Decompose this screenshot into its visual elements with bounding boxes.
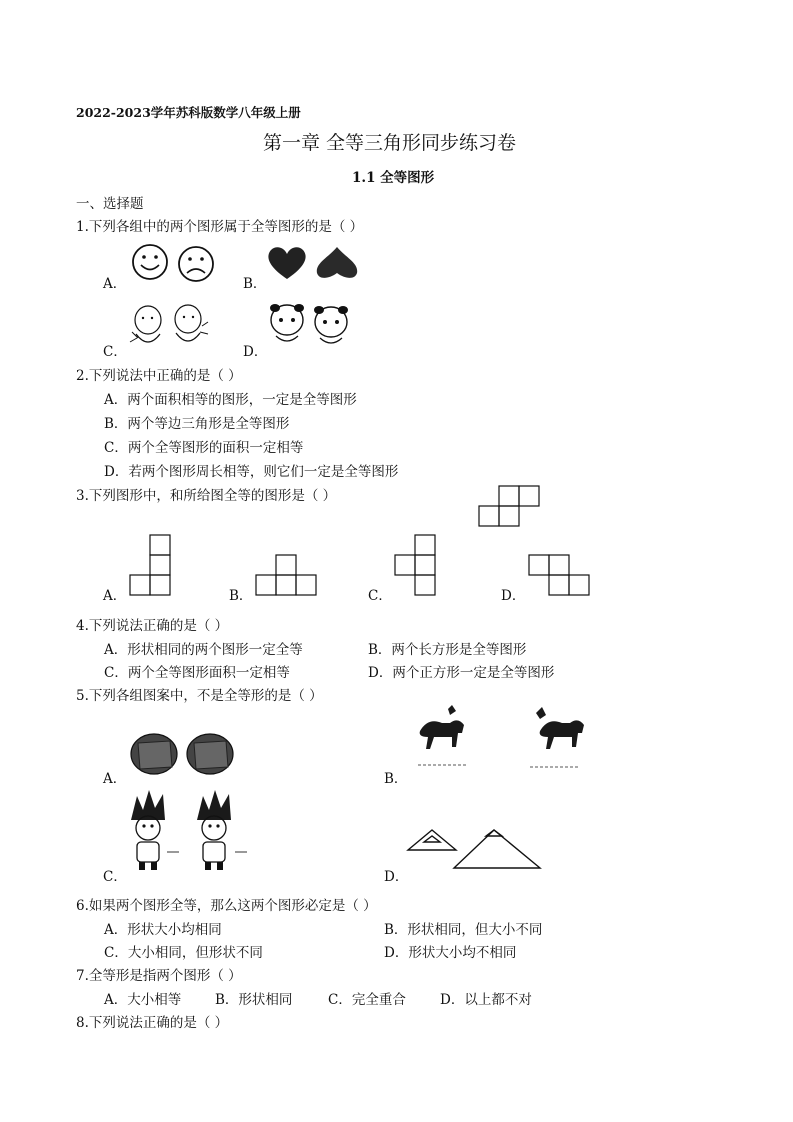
- smiley-faces-figure: [131, 243, 221, 283]
- q7-option-a[interactable]: A．大小相等: [104, 992, 182, 1008]
- fuwa-mascots-figure: [125, 790, 255, 875]
- q2-option-a[interactable]: A．两个面积相等的图形，一定是全等图形: [104, 392, 357, 408]
- q2-option-c[interactable]: C．两个全等图形的面积一定相等: [104, 440, 304, 456]
- q1-option-c-label[interactable]: C．: [103, 344, 127, 360]
- pandas-figure: [268, 300, 358, 350]
- q1-option-a-label[interactable]: A．: [103, 276, 127, 292]
- q2-option-d[interactable]: D．若两个图形周长相等，则它们一定是全等图形: [104, 464, 399, 480]
- section-title: 1.1 全等图形: [352, 170, 435, 186]
- section-heading: 一、选择题: [76, 196, 144, 212]
- question-8-stem: 8.下列说法正确的是（ ）: [76, 1015, 229, 1031]
- q5-option-c-label[interactable]: C．: [103, 869, 127, 885]
- q7-option-c[interactable]: C．完全重合: [328, 992, 406, 1008]
- q3-shape-c: [394, 534, 440, 598]
- question-4-stem: 4.下列说法正确的是（ ）: [76, 618, 229, 634]
- question-6-stem: 6.如果两个图形全等，那么这两个图形必定是（ ）: [76, 898, 377, 914]
- question-2-stem: 2.下列说法中正确的是（ ）: [76, 368, 242, 384]
- question-5-stem: 5.下列各组图案中，不是全等形的是（ ）: [76, 688, 323, 704]
- q1-option-d-label[interactable]: D．: [243, 344, 268, 360]
- given-shape-figure: [478, 485, 544, 528]
- q3-shape-a: [129, 534, 175, 598]
- course-title: 2022-2023学年苏科版数学八年级上册: [76, 105, 301, 120]
- q4-option-d[interactable]: D．两个正方形一定是全等图形: [368, 665, 555, 681]
- q5-option-d-label[interactable]: D．: [384, 869, 409, 885]
- q3-option-b-label[interactable]: B．: [229, 588, 253, 604]
- q1-option-b-label[interactable]: B．: [243, 276, 267, 292]
- q6-option-d[interactable]: D．形状大小均不相同: [384, 945, 517, 961]
- q4-option-c[interactable]: C．两个全等图形面积一定相等: [104, 665, 290, 681]
- chapter-title: 第一章 全等三角形同步练习卷: [263, 132, 517, 154]
- q7-option-b[interactable]: B．形状相同: [215, 992, 293, 1008]
- question-7-stem: 7.全等形是指两个图形（ ）: [76, 968, 242, 984]
- q5-option-a-label[interactable]: A．: [103, 771, 127, 787]
- q3-shape-b: [255, 554, 321, 598]
- q6-option-a[interactable]: A．形状大小均相同: [104, 922, 222, 938]
- cartoon-babies-figure: [128, 302, 218, 352]
- triangles-figure: [406, 826, 544, 870]
- q3-option-a-label[interactable]: A．: [103, 588, 127, 604]
- q2-option-b[interactable]: B．两个等边三角形是全等图形: [104, 416, 290, 432]
- q3-option-d-label[interactable]: D．: [501, 588, 526, 604]
- hearts-figure: [265, 243, 365, 283]
- q6-option-b[interactable]: B．形状相同，但大小不同: [384, 922, 543, 938]
- horses-figure: [408, 703, 588, 778]
- question-3-stem: 3.下列图形中，和所给图全等的图形是（ ）: [76, 488, 337, 504]
- q7-option-d[interactable]: D．以上都不对: [440, 992, 532, 1008]
- q4-option-b[interactable]: B．两个长方形是全等图形: [368, 642, 527, 658]
- stone-pictures-figure: [130, 733, 240, 781]
- q4-option-a[interactable]: A．形状相同的两个图形一定全等: [104, 642, 303, 658]
- q3-shape-d: [528, 554, 594, 598]
- q3-option-c-label[interactable]: C．: [368, 588, 392, 604]
- q5-option-b-label[interactable]: B．: [384, 771, 408, 787]
- q6-option-c[interactable]: C．大小相同，但形状不同: [104, 945, 263, 961]
- question-1-stem: 1.下列各组中的两个图形属于全等图形的是（ ）: [76, 219, 364, 235]
